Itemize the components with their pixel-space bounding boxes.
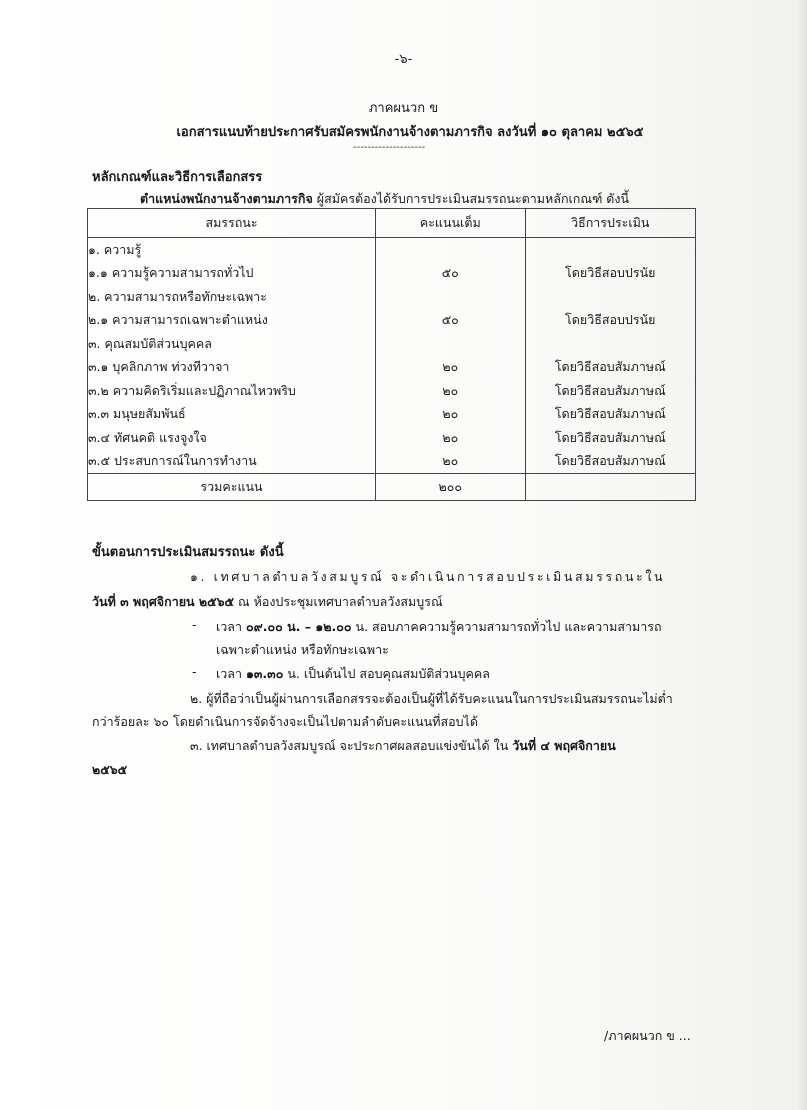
header-full-score: คะแนนเต็ม	[376, 209, 526, 238]
competency-score: ๒๐	[376, 379, 526, 403]
table-row	[88, 309, 696, 333]
schedule-dash: -	[192, 664, 197, 679]
competency-method: โดยวิธีสอบสัมภาษณ์	[525, 379, 695, 403]
group-title: ๒. ความสามารถหรือทักษะเฉพาะ	[88, 285, 376, 309]
document-title: เอกสารแนบท้ายประกาศรับสมัครพนักงานจ้างตามภารกิจ ลงวันที่ ๑๐ ตุลาคม ๒๕๖๕	[176, 125, 644, 140]
competency-score: ๒๐	[376, 403, 526, 427]
schedule-afternoon-text: น. เป็นต้นไป สอบคุณสมบัติส่วนบุคคล	[283, 666, 490, 681]
step1-line2	[92, 592, 443, 612]
step3-line1	[190, 736, 616, 756]
table-group-row	[88, 285, 696, 309]
table-row	[88, 426, 696, 450]
schedule-morning-line2: เฉพาะตำแหน่ง หรือทักษะเฉพาะ	[216, 642, 389, 657]
schedule-afternoon	[216, 664, 490, 684]
competency-name: ๓.๑ บุคลิกภาพ ท่วงทีวาจา	[88, 356, 376, 380]
step1-line1: ๑. เทศบาลตำบลวังสมบูรณ์ จะดำเนินการสอบประเมินสมรรถนะใน	[190, 569, 666, 584]
continuation-note: /ภาคผนวก ข ...	[604, 1028, 691, 1043]
table-row	[88, 356, 696, 380]
step3-text: ๓. เทศบาลตำบลวังสมบูรณ์ จะประกาศผลสอบแข่งขันได้ ใน	[190, 738, 513, 753]
competency-name: ๑.๑ ความรู้ความสามารถทั่วไป	[88, 262, 376, 286]
competency-name: ๓.๔ ทัศนคติ แรงจูงใจ	[88, 426, 376, 450]
table-row	[88, 262, 696, 286]
schedule-afternoon-prefix: เวลา	[216, 666, 246, 681]
table-row	[88, 403, 696, 427]
competency-score: ๒๐	[376, 426, 526, 450]
step2-line2: กว่าร้อยละ ๖๐ โดยดำเนินการจัดจ้างจะเป็นไปตามลำดับคะแนนที่สอบได้	[92, 714, 478, 729]
competency-method: โดยวิธีสอบปรนัย	[525, 262, 695, 286]
step1-venue: ณ ห้องประชุมเทศบาลตำบลวังสมบูรณ์	[234, 594, 443, 609]
title-underline: --------------------	[353, 142, 426, 153]
criteria-intro-position: ตำแหน่งพนักงานจ้างตามภารกิจ	[140, 191, 313, 206]
total-method-empty	[525, 474, 695, 501]
page-edge-shadow	[797, 0, 807, 1110]
total-label: รวมคะแนน	[88, 474, 376, 501]
step2-line1: ๒. ผู้ที่ถือว่าเป็นผู้ผ่านการเลือกสรรจะต้องเป็นผู้ที่ได้รับคะแนนในการประเมินสมรรถนะไม่ต่ำ	[190, 691, 673, 706]
competency-method: โดยวิธีสอบสัมภาษณ์	[525, 426, 695, 450]
step3-line2: ๒๕๖๕	[92, 762, 128, 777]
annex-title: ภาคผนวก ข	[368, 101, 439, 116]
table-row	[88, 379, 696, 403]
step1-date: วันที่ ๓ พฤศจิกายน ๒๕๖๕	[92, 594, 235, 609]
table-row	[88, 450, 696, 474]
criteria-table	[87, 208, 696, 501]
schedule-afternoon-time: ๑๓.๓๐	[245, 666, 284, 681]
group-title: ๓. คุณสมบัติส่วนบุคคล	[88, 332, 376, 356]
competency-score: ๕๐	[376, 309, 526, 333]
table-total-row	[88, 474, 696, 501]
schedule-morning-time: ๐๙.๐๐ น. – ๑๒.๐๐	[245, 619, 352, 634]
competency-score: ๕๐	[376, 262, 526, 286]
criteria-heading: หลักเกณฑ์และวิธีการเลือกสรร	[92, 170, 263, 185]
page-number: -๖-	[394, 52, 413, 67]
criteria-intro-text: ผู้สมัครต้องได้รับการประเมินสมรรถนะตามหลักเกณฑ์ ดังนี้	[312, 191, 630, 206]
group-title: ๑. ความรู้	[88, 238, 376, 262]
competency-method: โดยวิธีสอบสัมภาษณ์	[525, 403, 695, 427]
competency-name: ๒.๑ ความสามารถเฉพาะตำแหน่ง	[88, 309, 376, 333]
schedule-morning-prefix: เวลา	[216, 619, 246, 634]
table-group-row	[88, 332, 696, 356]
competency-method: โดยวิธีสอบสัมภาษณ์	[525, 356, 695, 380]
competency-name: ๓.๕ ประสบการณ์ในการทำงาน	[88, 450, 376, 474]
table-group-row	[88, 238, 696, 262]
schedule-morning	[216, 617, 662, 637]
competency-name: ๓.๓ มนุษยสัมพันธ์	[88, 403, 376, 427]
criteria-intro	[140, 189, 629, 209]
header-method: วิธีการประเมิน	[525, 209, 695, 238]
table-header-row	[88, 209, 696, 238]
total-score: ๒๐๐	[376, 474, 526, 501]
competency-score: ๒๐	[376, 356, 526, 380]
schedule-morning-text: น. สอบภาคความรู้ความสามารถทั่วไป และความสามารถ	[351, 619, 662, 634]
competency-name: ๓.๒ ความคิดริเริ่มและปฏิภาณไหวพริบ	[88, 379, 376, 403]
schedule-dash: -	[192, 617, 197, 632]
competency-method: โดยวิธีสอบปรนัย	[525, 309, 695, 333]
header-competency: สมรรถนะ	[88, 209, 376, 238]
competency-method: โดยวิธีสอบสัมภาษณ์	[525, 450, 695, 474]
steps-heading: ขั้นตอนการประเมินสมรรถนะ ดังนี้	[92, 545, 284, 560]
competency-score: ๒๐	[376, 450, 526, 474]
step3-date: วันที่ ๔ พฤศจิกายน	[512, 738, 616, 753]
